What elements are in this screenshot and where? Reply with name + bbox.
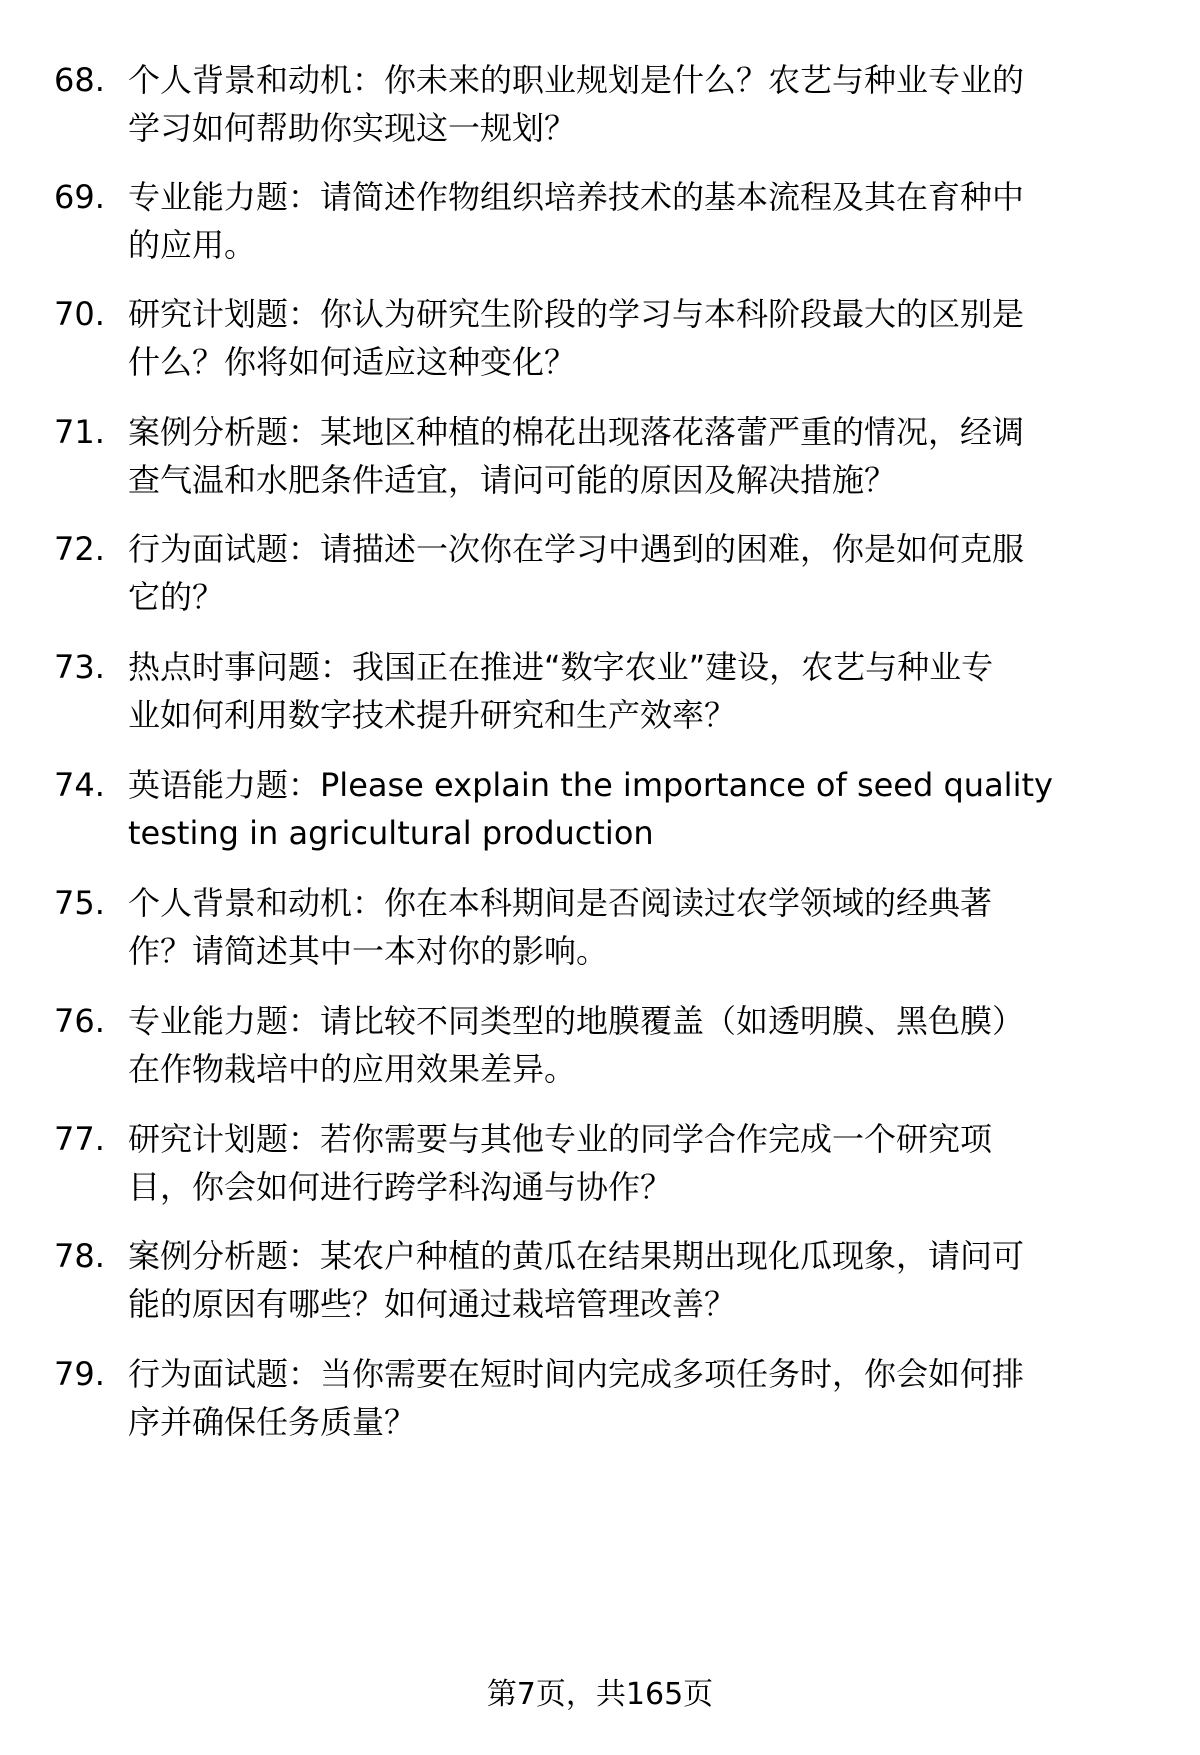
question-number: 79. <box>54 1355 105 1393</box>
question-line: 行为面试题：请描述一次你在学习中遇到的困难，你是如何克服 <box>128 530 1025 568</box>
question-text <box>128 879 1144 975</box>
question-number: 73. <box>54 648 105 686</box>
question-line: 热点时事问题：我国正在推进“数字农业”建设，农艺与种业专 <box>128 648 994 686</box>
question-number: 68. <box>54 61 105 99</box>
question-number: 75. <box>54 884 105 922</box>
question-line: 专业能力题：请比较不同类型的地膜覆盖（如透明膜、黑色膜） <box>128 1002 1025 1040</box>
question-line: 作？请简述其中一本对你的影响。 <box>128 932 609 970</box>
question-text <box>128 290 1144 386</box>
question-text <box>128 525 1144 621</box>
question-number: 71. <box>54 413 105 451</box>
question-line: 研究计划题：若你需要与其他专业的同学合作完成一个研究项 <box>128 1120 993 1158</box>
question-line: 个人背景和动机：你未来的职业规划是什么？农艺与种业专业的 <box>128 61 1025 99</box>
page-number-footer: 第7页，共165页 <box>486 1677 714 1712</box>
question-text <box>128 997 1144 1093</box>
question-number: 69. <box>54 178 105 216</box>
question-text <box>128 1350 1144 1446</box>
question-line: 英语能力题：Please explain the importance of seed quality <box>128 766 1053 804</box>
question-number: 72. <box>54 530 105 568</box>
question-line: 个人背景和动机：你在本科期间是否阅读过农学领域的经典著 <box>128 884 993 922</box>
question-line: 业如何利用数字技术提升研究和生产效率？ <box>128 696 737 734</box>
question-text <box>128 173 1144 269</box>
question-line: 研究计划题：你认为研究生阶段的学习与本科阶段最大的区别是 <box>128 295 1025 333</box>
question-line: 专业能力题：请简述作物组织培养技术的基本流程及其在育种中 <box>128 178 1025 216</box>
question-line: 在作物栽培中的应用效果差异。 <box>128 1050 577 1088</box>
question-text <box>128 56 1144 152</box>
question-line: 学习如何帮助你实现这一规划？ <box>128 109 577 147</box>
question-line: 行为面试题：当你需要在短时间内完成多项任务时，你会如何排 <box>128 1355 1025 1393</box>
question-line: 案例分析题：某地区种植的棉花出现落花落蕾严重的情况，经调 <box>128 413 1025 451</box>
question-number: 76. <box>54 1002 105 1040</box>
question-text <box>128 761 1144 857</box>
question-line: 查气温和水肥条件适宜，请问可能的原因及解决措施？ <box>128 461 897 499</box>
question-line: 案例分析题：某农户种植的黄瓜在结果期出现化瓜现象，请问可 <box>128 1237 1025 1275</box>
question-number: 74. <box>54 766 105 804</box>
question-line: 序并确保任务质量？ <box>128 1403 417 1441</box>
question-number: 78. <box>54 1237 105 1275</box>
question-text <box>128 1115 1144 1211</box>
question-line: testing in agricultural production <box>128 814 654 852</box>
question-line: 的应用。 <box>128 226 257 264</box>
question-number: 70. <box>54 295 105 333</box>
question-text <box>128 643 1144 739</box>
question-line: 它的？ <box>128 578 225 616</box>
question-text <box>128 408 1144 504</box>
question-number: 77. <box>54 1120 105 1158</box>
question-line: 能的原因有哪些？如何通过栽培管理改善？ <box>128 1285 737 1323</box>
question-line: 目，你会如何进行跨学科沟通与协作？ <box>128 1168 673 1206</box>
question-text <box>128 1232 1144 1328</box>
question-line: 什么？你将如何适应这种变化？ <box>128 343 577 381</box>
